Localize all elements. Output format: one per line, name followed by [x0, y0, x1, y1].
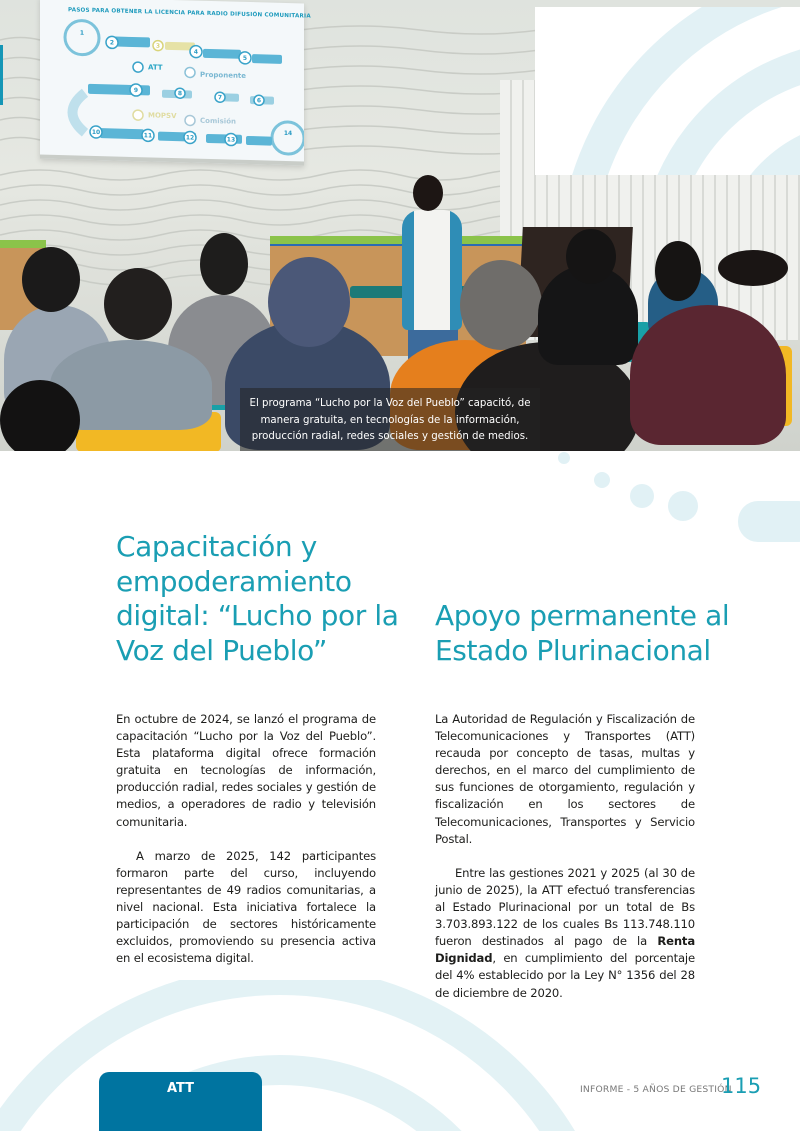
audience-head — [655, 241, 701, 301]
svg-text:14: 14 — [283, 129, 293, 138]
footer-section-tab — [99, 1072, 262, 1131]
svg-text:8: 8 — [177, 90, 183, 98]
slide-legend-proponente: Proponente — [200, 70, 247, 80]
section-heading-training: Capacitación y empoderamiento digital: “Lucho por la Voz del Pueblo” — [116, 530, 399, 667]
paragraph-text: Entre las gestiones 2021 y 2025 (al 30 de junio de 2025), la ATT efectuó transferencias al Estado Plurinacional por un total de Bs 3.703.893.122 de los cuales Bs 113.748.110 fueron destinados al pago de la — [435, 865, 695, 949]
svg-text:5: 5 — [242, 54, 248, 62]
svg-text:9: 9 — [133, 87, 139, 95]
audience-member — [630, 305, 786, 445]
photo-caption: El programa “Lucho por la Voz del Pueblo” capacitó, de manera gratuita, en tecnologías de la información, producción radial, redes sociales y gestión de medios. — [249, 398, 531, 442]
page-number: 115 — [721, 1074, 762, 1098]
left-column — [116, 711, 376, 985]
audience-head — [200, 233, 248, 295]
paragraph: En octubre de 2024, se lanzó el programa de capacitación “Lucho por la Voz del Pueblo”. Esta plataforma digital ofrece formación gratuita en tecnologías de información, producción radial, redes sociales y gestión de medios, a operadores de radio y televisión comunitaria. — [116, 712, 376, 829]
section-heading-support: Apoyo permanente al Estado Plurinacional — [435, 599, 730, 667]
speaker-head — [413, 175, 443, 211]
slide-flow-diagram — [40, 0, 304, 165]
audience-head — [0, 380, 80, 451]
audience-head — [22, 247, 80, 312]
audience-head — [104, 268, 172, 340]
paragraph — [435, 865, 695, 1002]
slide-legend-att: ATT — [148, 63, 163, 72]
hero-photo — [0, 0, 800, 451]
paragraph: A marzo de 2025, 142 participantes formaron parte del curso, incluyendo representantes de 49 radios comunitarias, a nivel nacional. Esta iniciativa fortalece la participación de sectores históricamente excluidos, promoviendo su presencia activa en el ecosistema digital. — [116, 848, 376, 966]
audience-head — [460, 260, 542, 350]
svg-text:6: 6 — [256, 97, 262, 105]
svg-text:10: 10 — [91, 128, 101, 137]
footer-tab-label: ATT — [166, 1081, 195, 1096]
projected-slide — [40, 0, 311, 165]
decorative-panel — [535, 7, 800, 175]
decorative-dots — [540, 440, 800, 550]
svg-text:13: 13 — [226, 136, 236, 144]
side-accent-bar — [0, 45, 3, 105]
signal-arcs-icon — [535, 7, 800, 175]
right-column — [435, 711, 695, 1019]
audience-head — [268, 257, 350, 347]
speaker — [402, 210, 462, 330]
svg-text:4: 4 — [193, 48, 199, 56]
paragraph-text: , en cumplimiento del porcentaje del 4% establecido por la Ley N° 1356 del 28 de diciembre de 2020. — [435, 951, 695, 1000]
svg-text:2: 2 — [109, 39, 115, 47]
report-title: INFORME - 5 AÑOS DE GESTIÓN — [580, 1084, 732, 1095]
slide-legend-comision: Comisión — [200, 116, 236, 126]
slide-legend-mopsv: MOPSV — [148, 111, 177, 121]
svg-text:3: 3 — [155, 42, 161, 50]
svg-text:11: 11 — [143, 132, 153, 140]
svg-text:7: 7 — [217, 94, 223, 102]
slide-title: PASOS PARA OBTENER LA LICENCIA PARA RADIO DIFUSIÓN COMUNITARIA — [68, 7, 311, 20]
paragraph: La Autoridad de Regulación y Fiscalización de Telecomunicaciones y Transportes (ATT) recauda por concepto de tasas, multas y derechos, en el marco del cumplimiento de sus funciones de otorgamiento, regulación y fiscalización en los sectores de Telecomunicaciones, Transportes y Servicio Postal. — [435, 712, 695, 846]
audience-head — [566, 229, 616, 284]
bold-term-renta-dignidad: Renta Dignidad — [435, 934, 695, 966]
audience-hat — [718, 250, 788, 286]
svg-text:12: 12 — [185, 134, 195, 142]
svg-text:1: 1 — [79, 29, 85, 37]
